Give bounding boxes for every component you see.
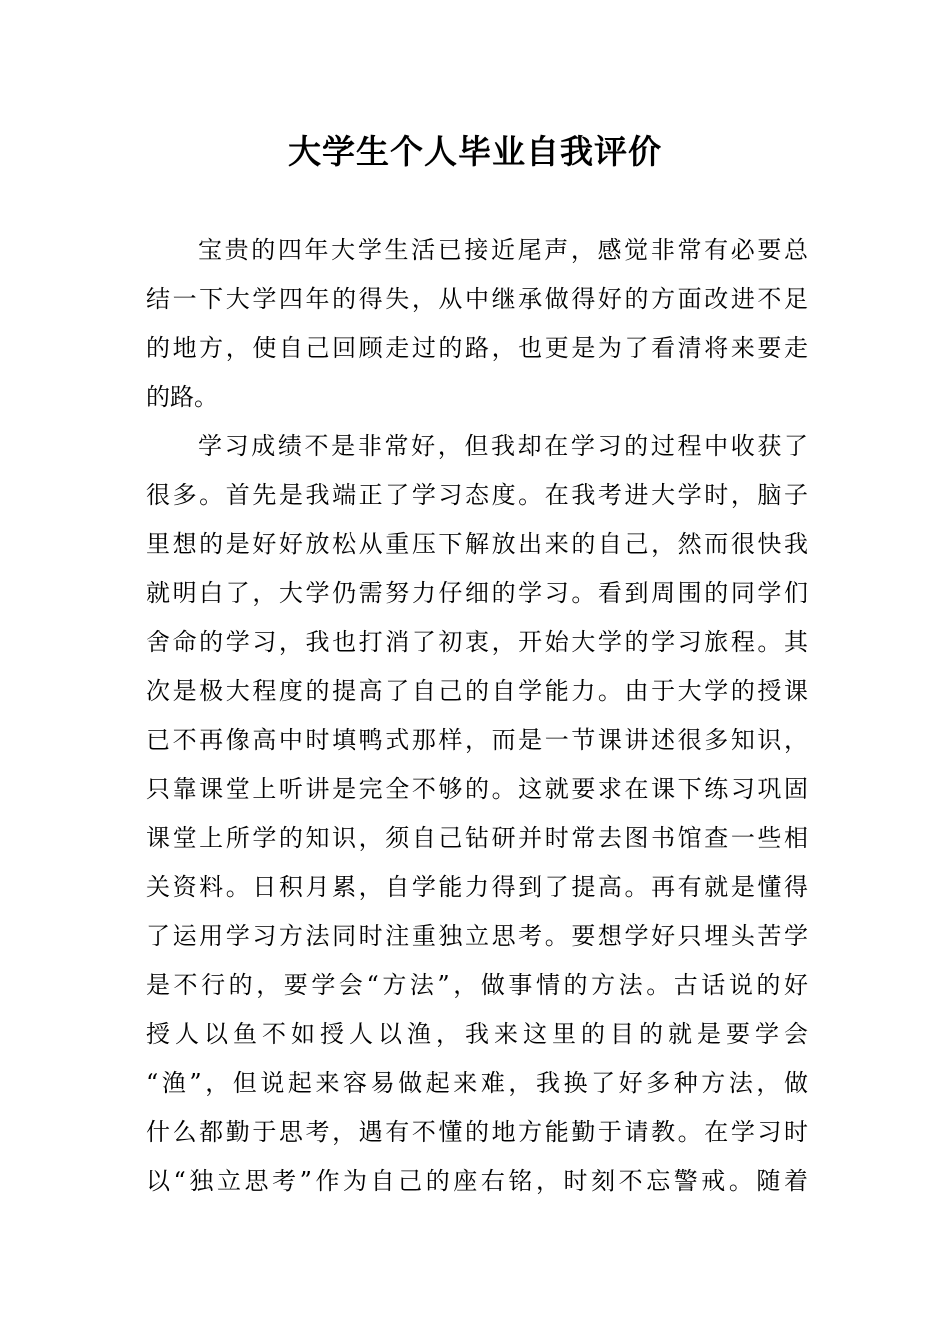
document-body bbox=[146, 226, 808, 1206]
paragraph-2-line-4: 就明白了，大学仍需努力仔细的学习。看到周围的同学们 bbox=[146, 579, 808, 607]
paragraph-2-line-15: 什么都勤于思考，遇有不懂的地方能勤于请教。在学习时 bbox=[146, 1118, 808, 1146]
paragraph-1-line-1: 宝贵的四年大学生活已接近尾声，感觉非常有必要总 bbox=[198, 236, 808, 264]
paragraph-2-line-6: 次是极大程度的提高了自己的自学能力。由于大学的授课 bbox=[146, 677, 808, 705]
paragraph-2-line-2: 很多。首先是我端正了学习态度。在我考进大学时，脑子 bbox=[146, 481, 808, 509]
paragraph-1-line-4: 的路。 bbox=[146, 383, 218, 411]
paragraph-2-line-3: 里想的是好好放松从重压下解放出来的自己，然而很快我 bbox=[146, 530, 808, 558]
paragraph-2-line-5: 舍命的学习，我也打消了初衷，开始大学的学习旅程。其 bbox=[146, 628, 808, 656]
paragraph-2-line-9: 课堂上所学的知识，须自己钻研并时常去图书馆查一些相 bbox=[146, 824, 808, 852]
paragraph-2-line-8: 只靠课堂上听讲是完全不够的。这就要求在课下练习巩固 bbox=[146, 775, 808, 803]
paragraph-2-line-14: “渔”，但说起来容易做起来难，我换了好多种方法，做 bbox=[146, 1069, 808, 1097]
paragraph-2-line-13: 授人以鱼不如授人以渔，我来这里的目的就是要学会 bbox=[146, 1020, 808, 1048]
paragraph-1-line-2: 结一下大学四年的得失，从中继承做得好的方面改进不足 bbox=[146, 285, 808, 313]
paragraph-2-line-10: 关资料。日积月累，自学能力得到了提高。再有就是懂得 bbox=[146, 873, 808, 901]
paragraph-2-line-1: 学习成绩不是非常好，但我却在学习的过程中收获了 bbox=[198, 432, 808, 460]
paragraph-1-line-3: 的地方，使自己回顾走过的路，也更是为了看清将来要走 bbox=[146, 334, 808, 362]
paragraph-2-line-11: 了运用学习方法同时注重独立思考。要想学好只埋头苦学 bbox=[146, 922, 808, 950]
paragraph-2-line-7: 已不再像高中时填鸭式那样，而是一节课讲述很多知识， bbox=[146, 726, 808, 754]
paragraph-2-line-12: 是不行的，要学会“方法”，做事情的方法。古话说的好 bbox=[146, 971, 808, 999]
document-title: 大学生个人毕业自我评价 bbox=[288, 132, 662, 171]
paragraph-2-line-16: 以“独立思考”作为自己的座右铭，时刻不忘警戒。随着 bbox=[146, 1167, 808, 1195]
